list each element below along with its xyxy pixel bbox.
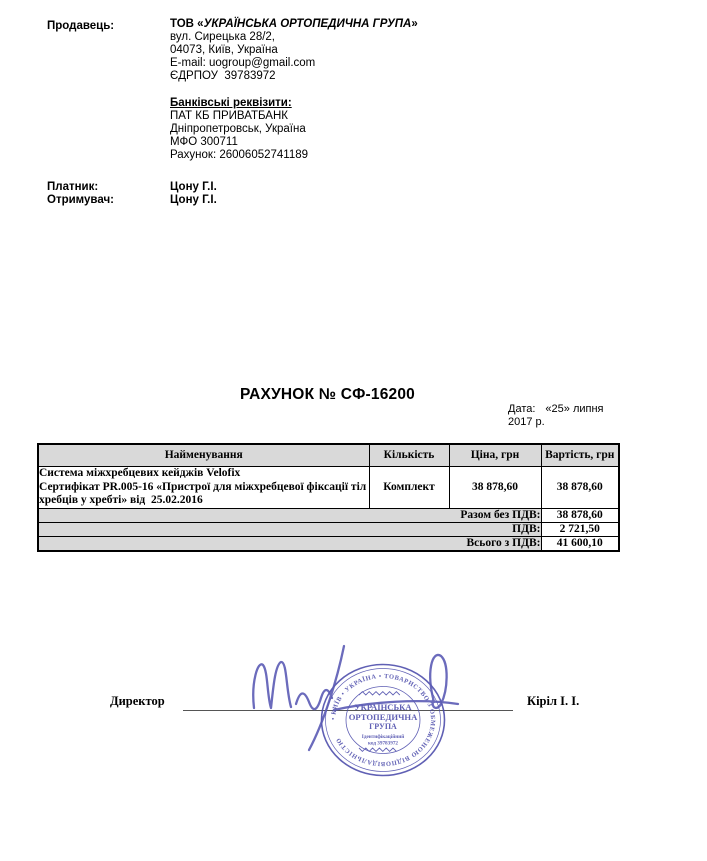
receiver-label: Отримувач: xyxy=(47,194,114,206)
signer-name: Кіріл І. І. xyxy=(527,694,580,708)
summary-row-subtotal xyxy=(38,508,619,522)
items-table xyxy=(37,443,620,552)
vat-label: ПДВ: xyxy=(38,522,541,536)
payer-name: Цону Г.І. xyxy=(170,181,217,193)
item-row xyxy=(38,467,619,509)
bank-details-heading: Банківські реквізити: xyxy=(170,97,292,109)
subtotal-label: Разом без ПДВ: xyxy=(38,508,541,522)
item-name-line1: Система міжхребцевих кейджів Velofix xyxy=(39,467,241,479)
seller-info-block xyxy=(170,18,418,162)
invoice-date-block xyxy=(508,403,618,429)
item-price: 38 878,60 xyxy=(449,467,541,509)
company-suffix: » xyxy=(411,18,418,30)
bank-name: ПАТ КБ ПРИВАТБАНК xyxy=(170,110,288,122)
stamp-company-line1: УКРАЇНСЬКА xyxy=(354,702,412,712)
table-header-row xyxy=(38,444,619,467)
date-year: 2017 р. xyxy=(508,416,545,428)
stamp-id-line: Ідентифікаційний xyxy=(361,734,405,740)
stamp-company-line3: ГРУПА xyxy=(369,722,397,731)
total-label: Всього з ПДВ: xyxy=(38,536,541,551)
invoice-title: РАХУНОК № СФ-16200 xyxy=(239,386,416,403)
receiver-name: Цону Г.І. xyxy=(170,194,217,206)
header-amount: Вартість, грн xyxy=(541,444,619,467)
subtotal-value: 38 878,60 xyxy=(541,508,619,522)
header-name: Найменування xyxy=(38,444,369,467)
company-name: УКРАЇНСЬКА ОРТОПЕДИЧНА ГРУПА xyxy=(203,18,412,30)
header-quantity: Кількість xyxy=(369,444,449,467)
signature-stroke-slash xyxy=(309,646,344,750)
vat-value: 2 721,50 xyxy=(541,522,619,536)
invoice-date-line xyxy=(508,403,618,416)
seller-email: E-mail: uogroup@gmail.com xyxy=(170,57,316,69)
seller-address-2: 04073, Київ, Україна xyxy=(170,44,278,56)
seller-address-1: вул. Сирецька 28/2, xyxy=(170,31,276,43)
seller-label: Продавець: xyxy=(47,20,115,32)
item-amount: 38 878,60 xyxy=(541,467,619,509)
date-label: Дата: xyxy=(508,403,536,415)
summary-row-total xyxy=(38,536,619,551)
item-name-line2: Сертифікат PR.005-16 «Пристрої для міжхребцевої фіксації тіл хребців у хребті» від 25.02.2016 xyxy=(39,480,370,506)
bank-mfo: МФО 300711 xyxy=(170,136,238,148)
header-price: Ціна, грн xyxy=(449,444,541,467)
bank-account: Рахунок: 26006052741189 xyxy=(170,149,309,161)
date-day: «25» липня xyxy=(545,403,604,415)
signature-stroke-zigzag xyxy=(253,662,291,708)
payer-label: Платник: xyxy=(47,181,99,193)
item-name-cell xyxy=(38,467,369,509)
signature-stroke-tail xyxy=(430,655,446,708)
bank-city: Дніпропетровськ, Україна xyxy=(170,123,306,135)
spacer xyxy=(170,83,418,97)
signature-scribble xyxy=(238,638,478,768)
company-prefix: ТОВ « xyxy=(170,18,204,30)
seller-edrpou: ЄДРПОУ 39783972 xyxy=(170,70,276,82)
stamp-ring-text: • КИЇВ • УКРАЇНА • ТОВАРИСТВО З ОБМЕЖЕНОЮ ВІДПОВІДАЛЬНІСТЮ xyxy=(329,672,437,768)
director-label: Директор xyxy=(110,694,165,708)
stamp-company-line2: ОРТОПЕДИЧНА xyxy=(348,712,418,722)
item-quantity: Комплект xyxy=(369,467,449,509)
stamp-code-line: код 39783972 xyxy=(367,740,399,747)
total-value: 41 600,10 xyxy=(541,536,619,551)
summary-row-vat xyxy=(38,522,619,536)
company-name-line xyxy=(170,18,418,31)
